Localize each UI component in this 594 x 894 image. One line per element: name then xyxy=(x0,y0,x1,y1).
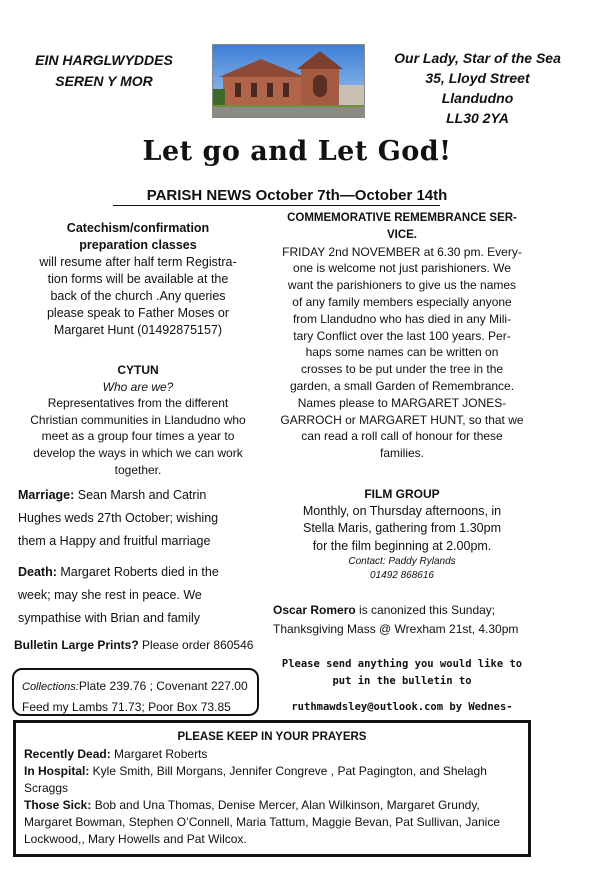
remembrance-text: Names please to MARGARET JONES- xyxy=(297,395,507,410)
remembrance-text: can read a roll call of honour for these xyxy=(301,429,503,444)
oscar-romero-notice xyxy=(273,601,543,639)
recently-dead-label: Recently Dead: xyxy=(24,747,111,761)
catechism-text: will resume after half term Registra- xyxy=(39,255,237,269)
collections-line: Plate 239.76 ; Covenant 227.00 xyxy=(78,679,248,693)
remembrance-text: one is welcome not just parishioners. We xyxy=(293,261,511,276)
prayers-heading: PLEASE KEEP IN YOUR PRAYERS xyxy=(177,731,367,743)
cytun-subheading: Who are we? xyxy=(102,379,174,394)
address-line: LL30 2YA xyxy=(446,110,509,126)
cytun-text: Representatives from the different xyxy=(47,396,229,411)
film-group-phone: 01492 868616 xyxy=(370,570,434,582)
catechism-text: Margaret Hunt (01492875157) xyxy=(53,323,223,337)
catechism-text: please speak to Father Moses or xyxy=(46,306,230,320)
film-group-text: Monthly, on Thursday afternoons, in xyxy=(302,503,502,518)
bulletin-large-prints xyxy=(14,638,264,652)
remembrance-text: from Llandudno who has died in any Mili- xyxy=(292,311,512,326)
catechism-text: back of the church .Any queries xyxy=(50,289,226,303)
address-line: Llandudno xyxy=(441,90,514,106)
remembrance-heading: COMMEMORATIVE REMEMBRANCE SER- xyxy=(287,212,517,224)
collections-label: Collections: xyxy=(22,681,79,693)
remembrance-text: want the parishioners to give us the names xyxy=(287,278,517,293)
parish-news-heading: PARISH NEWS October 7th—October 14th xyxy=(146,187,448,204)
film-group-text: for the film beginning at 2.00pm. xyxy=(312,538,492,553)
cytun-text: develop the ways in which we can work xyxy=(33,445,243,460)
death-section xyxy=(18,561,258,630)
death-label: Death: xyxy=(18,565,57,579)
catechism-heading: preparation classes xyxy=(79,238,197,252)
bulletin-label: Bulletin Large Prints? xyxy=(14,638,139,652)
welsh-name-line: SEREN Y MOR xyxy=(55,73,153,89)
film-group-section xyxy=(271,486,533,583)
bulletin-text: Please order 860546 xyxy=(138,638,254,652)
remembrance-text: families. xyxy=(379,446,424,461)
church-address xyxy=(375,48,580,128)
film-group-heading: FILM GROUP xyxy=(364,487,440,501)
film-group-contact: Contact: Paddy Rylands xyxy=(348,556,456,568)
bulletin-title: Let go and Let God! xyxy=(142,136,452,167)
cytun-text: together. xyxy=(114,462,162,477)
catechism-text: tion forms will be available at the xyxy=(47,272,229,286)
oscar-label: Oscar Romero xyxy=(273,603,356,617)
welsh-church-name xyxy=(14,50,194,92)
in-hospital-label: In Hospital: xyxy=(24,764,90,778)
death-text: sympathise with Brian and family xyxy=(18,611,201,625)
marriage-text: Sean Marsh and Catrin xyxy=(74,488,207,502)
catechism-heading: Catechism/confirmation xyxy=(66,221,210,235)
collections-line: Feed my Lambs 71.73; Poor Box 73.85 xyxy=(22,700,231,714)
catechism-section xyxy=(18,220,258,339)
cytun-heading: CYTUN xyxy=(117,363,159,377)
prayers-box xyxy=(13,720,531,857)
remembrance-text: GARROCH or MARGARET HUNT, so that we xyxy=(280,412,524,427)
oscar-text: Thanksgiving Mass @ Wrexham 21st, 4.30pm xyxy=(273,622,519,636)
address-line: Our Lady, Star of the Sea xyxy=(394,50,561,66)
remembrance-text: of any family members especially anyone xyxy=(292,294,512,309)
in-hospital-text: Kyle Smith, Bill Morgans, Jennifer Congreve , Pat Pagington, and Shelagh Scraggs xyxy=(24,764,487,795)
marriage-text: them a Happy and fruitful marriage xyxy=(18,534,211,548)
address-line: 35, Lloyd Street xyxy=(425,70,530,86)
marriage-section xyxy=(18,484,258,553)
submission-text: put in the bulletin to xyxy=(332,675,472,687)
remembrance-text: haps some names can be written on xyxy=(305,345,499,360)
recently-dead-text: Margaret Roberts xyxy=(110,747,208,761)
those-sick-text: Bob and Una Thomas, Denise Mercer, Alan Wilkinson, Margaret Grundy, Margaret Bowman, Stephen O’Connell, Maria Tattum, Maggie Bevan, Pat Sullivan, Janice Lockwood,, Mary Howells and Pat Wilcox. xyxy=(24,798,501,846)
death-text: week; may she rest in peace. We xyxy=(18,588,202,602)
collections-box xyxy=(12,668,259,716)
parish-news-underline xyxy=(113,205,440,206)
submission-text: Please send anything you would like to xyxy=(281,658,523,670)
remembrance-text: crosses to be put under the tree in the xyxy=(300,362,504,377)
marriage-label: Marriage: xyxy=(18,488,75,502)
welsh-name-line: EIN HARGLWYDDES xyxy=(35,52,173,68)
film-group-text: Stella Maris, gathering from 1.30pm xyxy=(302,521,501,536)
cytun-text: Christian communities in Llandudno who xyxy=(30,412,246,427)
marriage-text: Hughes weds 27th October; wishing xyxy=(18,511,219,525)
those-sick-label: Those Sick: xyxy=(24,798,92,812)
death-text: Margaret Roberts died in the xyxy=(56,565,219,579)
remembrance-text: FRIDAY 2nd NOVEMBER at 6.30 pm. Every- xyxy=(282,244,522,259)
remembrance-section xyxy=(271,210,533,462)
oscar-text: is canonized this Sunday; xyxy=(355,603,496,617)
cytun-text: meet as a group four times a year to xyxy=(41,429,235,444)
submission-email: ruthmawdsley@outlook.com by Wednes- xyxy=(291,701,513,713)
cytun-section xyxy=(18,362,258,478)
church-photo xyxy=(212,44,365,118)
remembrance-text: tary Conflict over the last 100 years. Per- xyxy=(293,328,511,343)
submission-notice xyxy=(271,656,533,716)
remembrance-heading: VICE. xyxy=(386,228,418,241)
remembrance-text: garden, a small Garden of Remembrance. xyxy=(289,378,515,393)
